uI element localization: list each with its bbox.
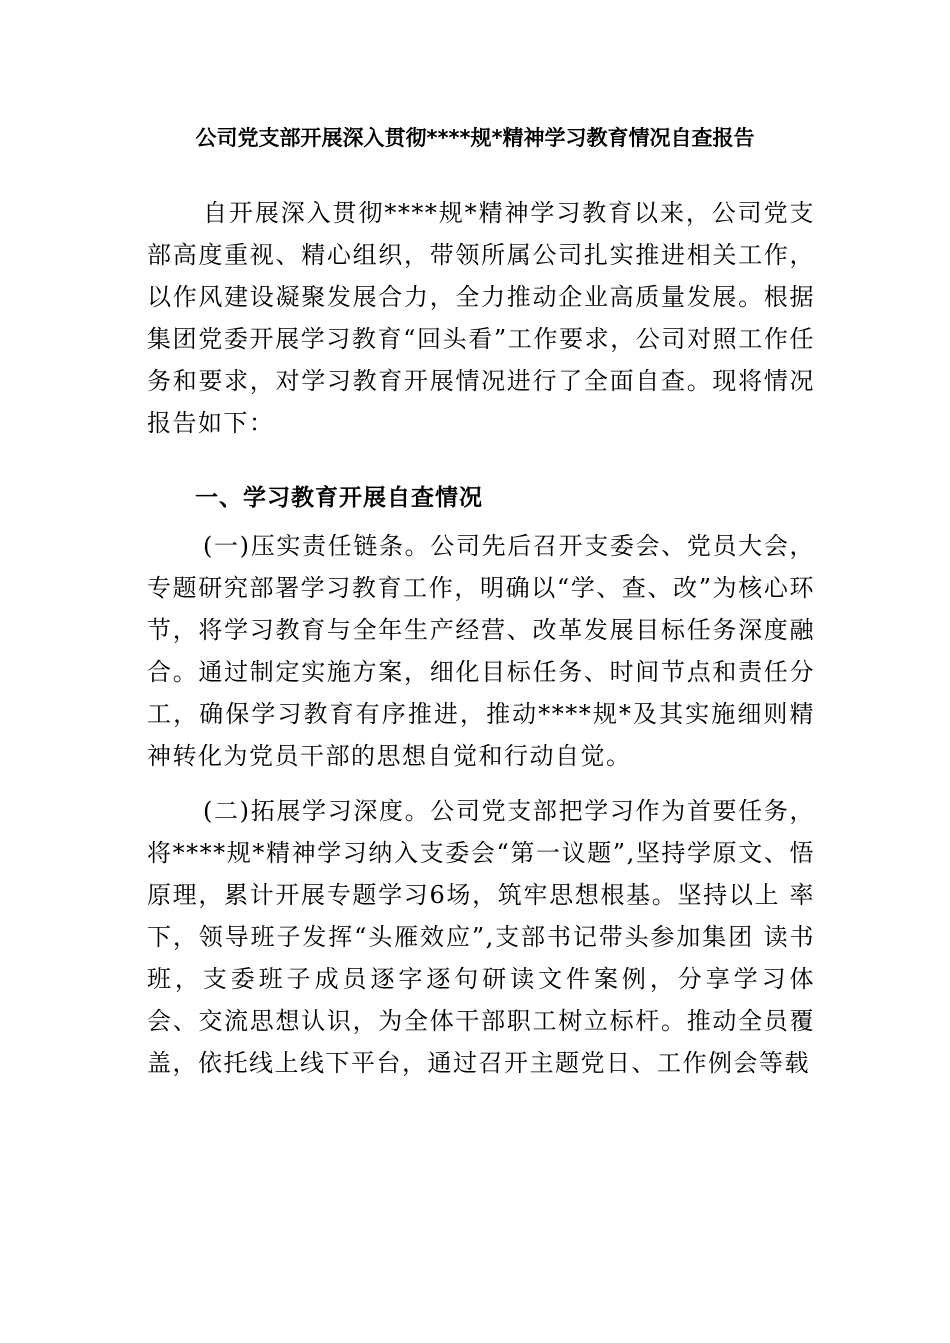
document-title: 公司党支部开展深入贯彻****规*精神学习教育情况自查报告 — [195, 126, 755, 150]
intro-paragraph: 自开展深入贯彻****规*精神学习教育以来，公司党支部高度重视、精心组织，带领所属公司扎实推进相关工作，以作风建设凝聚发展合力，全力推动企业高质量发展。根据集团党委开展学习教育“回头看”工作要求，公司对照工作任务和要求，对学习教育开展情况进行了全面自查。现将情况报告如下： — [147, 199, 815, 437]
section-item-2-paragraph: (二)拓展学习深度。公司党支部把学习作为首要任务，将****规*精神学习纳入支委会“第一议题”,坚持学原文、悟原理，累计开展专题学习6场，筑牢思想根基。坚持以上 率下，领导班子发挥“头雁效应”,支部书记带头参加集团 读书班，支委班子成员逐字逐句研读文件案例，分享学习体 会、交流思想认识，为全体干部职工树立标杆。推动全员覆 盖，依托线上线下平台，通过召开主题党日、工作例会等载 — [147, 797, 815, 1077]
section-heading: 一、学习教育开展自查情况 — [195, 485, 483, 511]
section-item-1-paragraph: (一)压实责任链条。公司先后召开支委会、党员大会，专题研究部署学习教育工作，明确以“学、查、改”为核心环节，将学习教育与全年生产经营、改革发展目标任务深度融合。通过制定实施方案，细化目标任务、时间节点和责任分工，确保学习教育有序推进，推动****规*及其实施细则精神转化为党员干部的思想自觉和行动自觉。 — [147, 532, 815, 770]
